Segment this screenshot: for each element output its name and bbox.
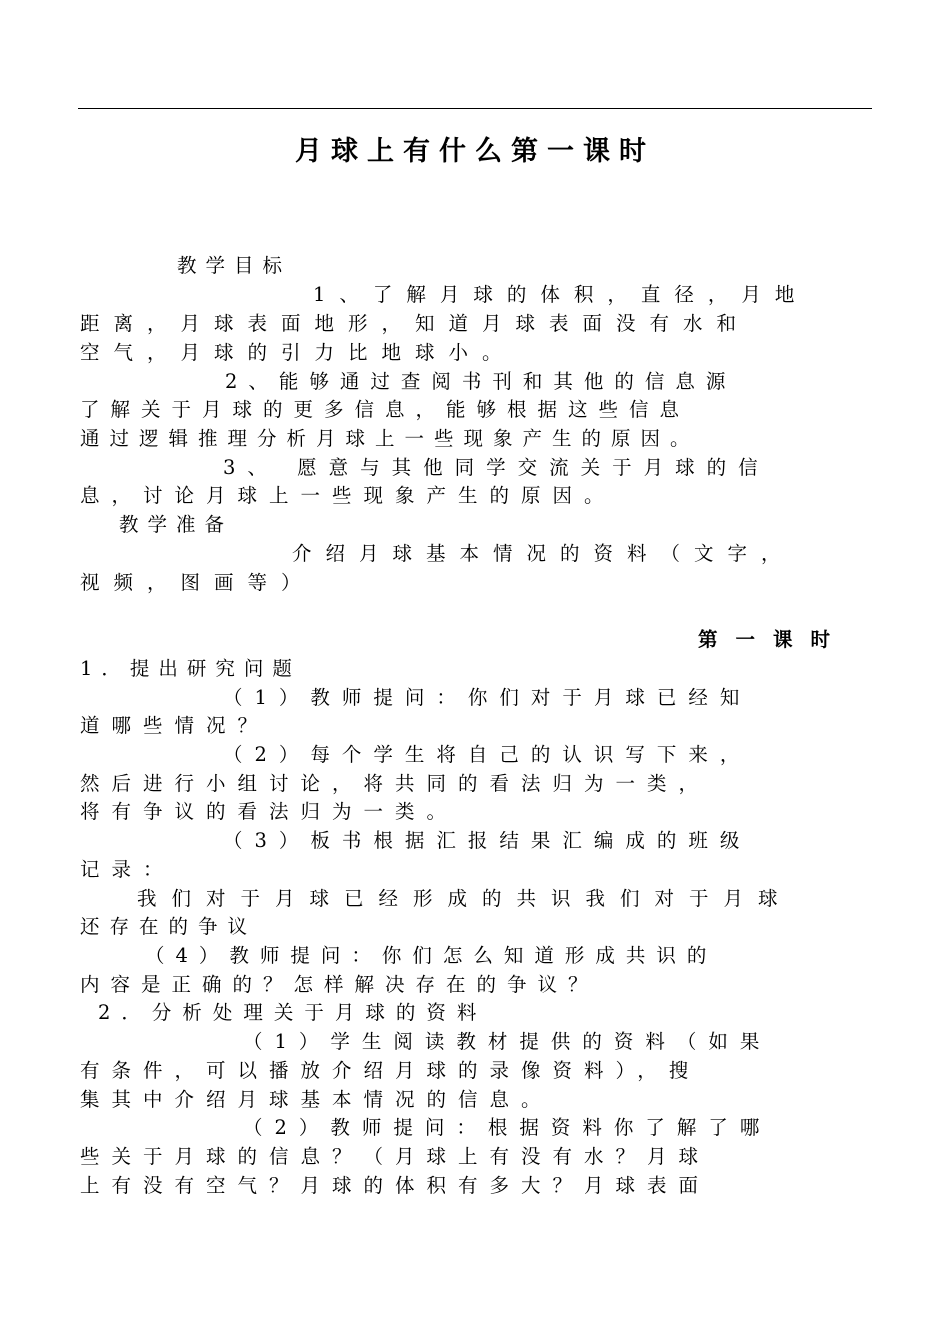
text-line: 介绍月球基本情况的资料（文字， [292, 542, 795, 565]
text-line: 距离，月球表面地形，知道月球表面没有水和 [80, 312, 751, 335]
text-line: 教学目标 [177, 254, 292, 277]
text-line: 还存在的争议 [80, 915, 258, 938]
text-line: （2）每个学生将自己的认识写下来， [223, 743, 752, 766]
text-line: （3）板书根据汇报结果汇编成的班级 [223, 829, 752, 852]
text-line: 2、能够通过查阅书刊和其他的信息源 [225, 370, 737, 393]
header-rule [78, 108, 872, 109]
text-line: 内容是正确的？怎样解决存在的争议？ [80, 973, 599, 996]
text-line: 空气，月球的引力比地球小。 [80, 341, 516, 364]
text-line: 有条件，可以播放介绍月球的录像资料），搜 [80, 1059, 701, 1082]
text-line: 道哪些情况？ [80, 714, 270, 737]
text-line: 视频，图画等） [80, 571, 315, 594]
text-line: 我们对于月球已经形成的共识我们对于月球 [137, 887, 793, 910]
text-line: 然后进行小组讨论，将共同的看法归为一类， [80, 772, 711, 795]
document-title: 月球上有什么第一课时 [295, 136, 655, 167]
text-line: （1）教师提问：你们对于月球已经知 [223, 686, 752, 709]
text-line: 1．提出研究问题 [80, 657, 301, 680]
text-line: 1、了解月球的体积，直径，月地 [313, 283, 809, 306]
text-line: 将有争议的看法归为一类。 [80, 800, 459, 823]
text-line: 些关于月球的信息？（月球上有没有水？月球 [80, 1145, 711, 1168]
text-line: 3、 愿意与其他同学交流关于月球的信 [223, 456, 770, 479]
text-line: （1）学生阅读教材提供的资料（如果 [243, 1030, 772, 1053]
text-line: （2）教师提问：根据资料你了解了哪 [243, 1116, 772, 1139]
text-line: （4）教师提问：你们怎么知道形成共识的 [145, 944, 718, 967]
text-line: 集其中介绍月球基本情况的信息。 [80, 1088, 553, 1111]
text-line: 通过逻辑推理分析月球上一些现象产生的原因。 [80, 427, 700, 450]
text-line: 息，讨论月球上一些现象产生的原因。 [80, 484, 616, 507]
text-line: 教学准备 [119, 513, 234, 536]
text-line: 记录： [80, 858, 175, 881]
text-line: 上有没有空气？月球的体积有多大？月球表面 [80, 1174, 711, 1197]
section-heading: 第一课时 [698, 628, 849, 651]
text-line: 2．分析处理关于月球的资料 [98, 1001, 488, 1024]
text-line: 了解关于月球的更多信息，能够根据这些信息 [80, 398, 691, 421]
